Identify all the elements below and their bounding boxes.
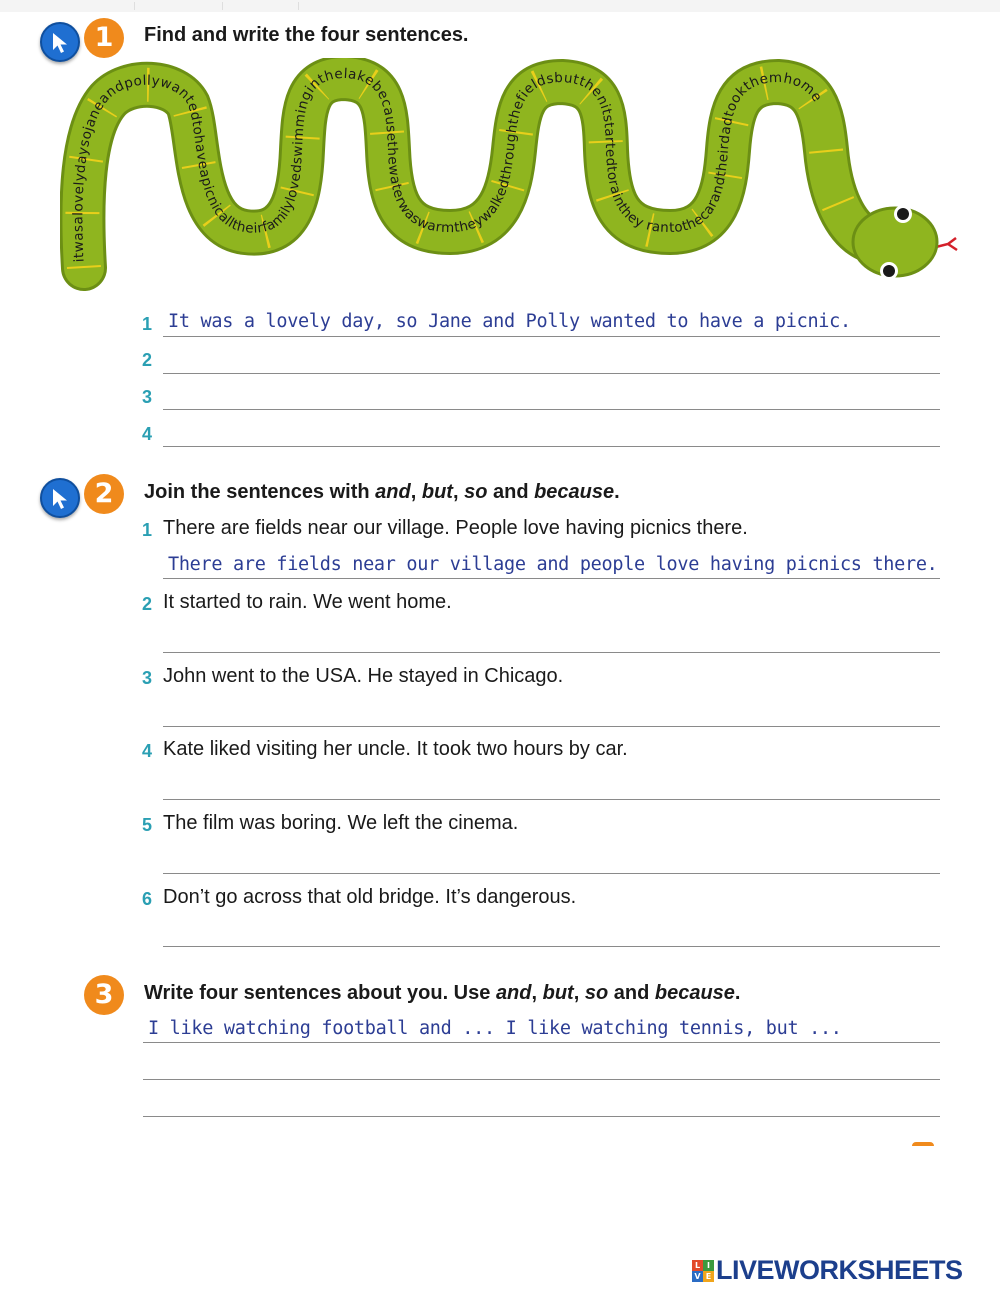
- join-answer-5-input[interactable]: [163, 842, 940, 872]
- exercise-1-instruction: Find and write the four sentences.: [144, 24, 469, 46]
- answer-line: [163, 373, 940, 374]
- item-number: 1: [142, 520, 153, 540]
- answer-line: [163, 873, 940, 874]
- top-toolbar-strip: [0, 0, 1000, 12]
- exercise-number-badge: 3: [84, 975, 124, 1015]
- item-number: 4: [142, 741, 153, 761]
- liveworksheets-logo: [692, 1255, 963, 1286]
- sentence-2-input[interactable]: [163, 343, 940, 373]
- item-number: 2: [142, 594, 153, 614]
- about-you-input-1[interactable]: [143, 1048, 940, 1078]
- answer-line: [163, 652, 940, 653]
- cursor-arrow-icon: [50, 31, 72, 55]
- exercise-number-badge: 1: [84, 18, 124, 58]
- answer-line: [163, 336, 940, 337]
- word-snake-illustration: [60, 58, 965, 298]
- answer-number: 3: [142, 387, 153, 407]
- toolbar-divider: [222, 2, 223, 10]
- item-prompt: Don’t go across that old bridge. It’s dangerous.: [163, 886, 577, 908]
- answer-line: [163, 578, 940, 579]
- answer-line: [163, 946, 940, 947]
- exercise-2-pointer-button[interactable]: [40, 478, 80, 518]
- answer-line: [143, 1079, 940, 1080]
- example-answer-text: There are fields near our village and people love having picnics there.: [168, 554, 938, 575]
- item-prompt: It started to rain. We went home.: [163, 591, 452, 613]
- toolbar-divider: [298, 2, 299, 10]
- cropped-badge-fragment: [912, 1142, 934, 1146]
- cursor-arrow-icon: [50, 487, 72, 511]
- answer-line: [143, 1116, 940, 1117]
- answer-number: 2: [142, 350, 153, 370]
- sentence-4-input[interactable]: [163, 416, 940, 446]
- answer-line: [163, 726, 940, 727]
- answer-number: 4: [142, 424, 153, 444]
- about-you-input-2[interactable]: [143, 1085, 940, 1115]
- item-prompt: Kate liked visiting her uncle. It took two hours by car.: [163, 738, 628, 760]
- snake-pupil: [883, 265, 895, 277]
- item-number: 3: [142, 668, 153, 688]
- answer-line: [163, 799, 940, 800]
- liveworksheets-brand-text: LIVEWORKSHEETS: [716, 1255, 963, 1285]
- answer-number: 1: [142, 314, 153, 334]
- answer-line: [163, 446, 940, 447]
- snake-pupil: [897, 208, 909, 220]
- exercise-1-pointer-button[interactable]: [40, 22, 80, 62]
- item-number: 5: [142, 815, 153, 835]
- item-prompt: There are fields near our village. People love having picnics there.: [163, 517, 748, 539]
- item-prompt: The film was boring. We left the cinema.: [163, 812, 519, 834]
- join-answer-6-input[interactable]: [163, 916, 940, 946]
- example-answer-text: It was a lovely day, so Jane and Polly wanted to have a picnic.: [168, 311, 851, 332]
- example-answer-text: I like watching football and ... I like watching tennis, but ...: [148, 1018, 842, 1039]
- liveworksheets-logo-icon: L I V E: [692, 1260, 714, 1282]
- exercise-2-instruction: Join the sentences with and, but, so and because.: [144, 481, 620, 503]
- join-answer-4-input[interactable]: [163, 768, 940, 798]
- sentence-3-input[interactable]: [163, 379, 940, 409]
- item-prompt: John went to the USA. He stayed in Chicago.: [163, 665, 564, 687]
- exercise-3-instruction: Write four sentences about you. Use and, but, so and because.: [144, 982, 741, 1004]
- snake-head: [853, 205, 957, 280]
- snake-text-path: itwasalovelydaysojaneandpollywantedtohaveapicnicalltheirfamilylovedswimminginthelakebecausethewaterwaswarmtheywalkedthroughthefieldsbutthenitstartedtorainthey rantothecarandtheirdadtookthemhome: [70, 65, 826, 263]
- join-answer-3-input[interactable]: [163, 695, 940, 725]
- answer-line: [143, 1042, 940, 1043]
- exercise-number-badge: 2: [84, 474, 124, 514]
- join-answer-2-input[interactable]: [163, 621, 940, 651]
- toolbar-divider: [134, 2, 135, 10]
- answer-line: [163, 409, 940, 410]
- item-number: 6: [142, 889, 153, 909]
